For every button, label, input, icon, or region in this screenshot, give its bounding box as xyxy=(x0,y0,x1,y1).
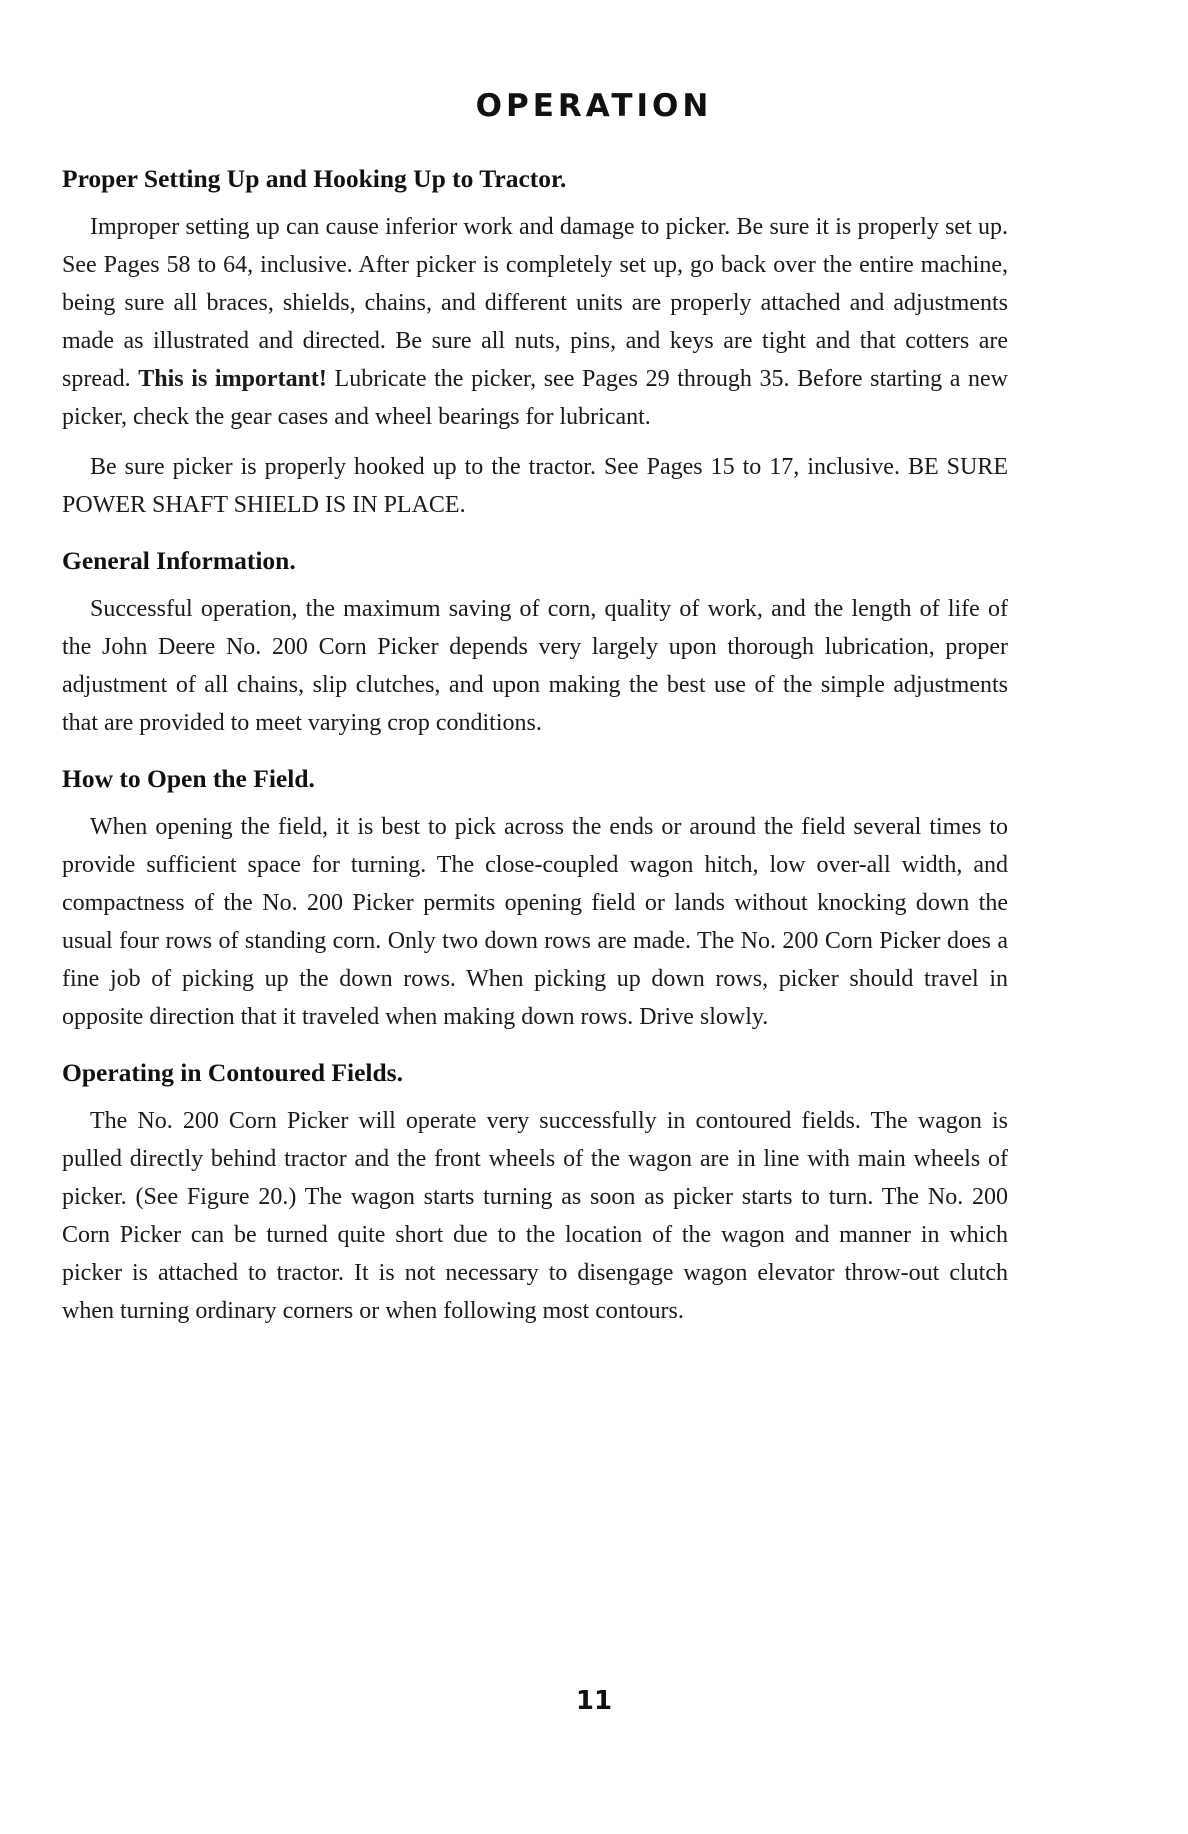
section-open-field xyxy=(62,764,1008,1036)
paragraph-text: Improper setting up can cause inferior work and damage to picker. Be sure it is properly set up. See Pages 58 to 64, inclusive. After picker is completely set up, go back over the entire machine, being sure all braces, shields, chains, and different units are properly attached and adjustments made as illustrated and directed. Be sure all nuts, pins, and keys are tight and that cotters are spread. xyxy=(62,214,1008,392)
section-general-information xyxy=(62,546,1008,742)
section-heading: How to Open the Field. xyxy=(62,764,315,793)
section-heading: Operating in Contoured Fields. xyxy=(62,1058,403,1087)
paragraph: Successful operation, the maximum saving of corn, quality of work, and the length of life of the John Deere No. 200 Corn Picker depends very largely upon thorough lubrication, proper adjustment of all chains, slip clutches, and upon making the best use of the simple adjustments that are provided to meet varying crop conditions. xyxy=(62,596,1008,736)
paragraph-text: Lubricate the picker, see Pages 29 through 35. Before starting a new picker, check the gear cases and wheel bearings for lubricant. xyxy=(62,366,1008,430)
section-heading: Proper Setting Up and Hooking Up to Tractor. xyxy=(62,164,567,193)
section-setting-up xyxy=(62,164,1008,524)
section-heading: General Information. xyxy=(62,546,296,575)
emphasis-text: This is important! xyxy=(138,366,327,392)
paragraph: Be sure picker is properly hooked up to the tractor. See Pages 15 to 17, inclusive. BE SURE POWER SHAFT SHIELD IS IN PLACE. xyxy=(62,454,1008,518)
paragraph xyxy=(62,208,1008,436)
paragraph: The No. 200 Corn Picker will operate very successfully in contoured fields. The wagon is pulled directly behind tractor and the front wheels of the wagon are in line with main wheels of picker. (See Figure 20.) The wagon starts turning as soon as picker starts to turn. The No. 200 Corn Picker can be turned quite short due to the location of the wagon and manner in which picker is attached to tractor. It is not necessary to disengage wagon elevator throw-out clutch when turning ordinary corners or when following most contours. xyxy=(62,1108,1008,1324)
page-number: 11 xyxy=(575,1686,613,1716)
paragraph: When opening the field, it is best to pick across the ends or around the field several times to provide sufficient space for turning. The close-coupled wagon hitch, low over-all width, and compactness of the No. 200 Picker permits opening field or lands without knocking down the usual four rows of standing corn. Only two down rows are made. The No. 200 Corn Picker does a fine job of picking up the down rows. When picking up down rows, picker should travel in opposite direction that it traveled when making down rows. Drive slowly. xyxy=(62,814,1008,1030)
page-title: OPERATION xyxy=(475,88,713,124)
section-contoured-fields xyxy=(62,1058,1008,1330)
